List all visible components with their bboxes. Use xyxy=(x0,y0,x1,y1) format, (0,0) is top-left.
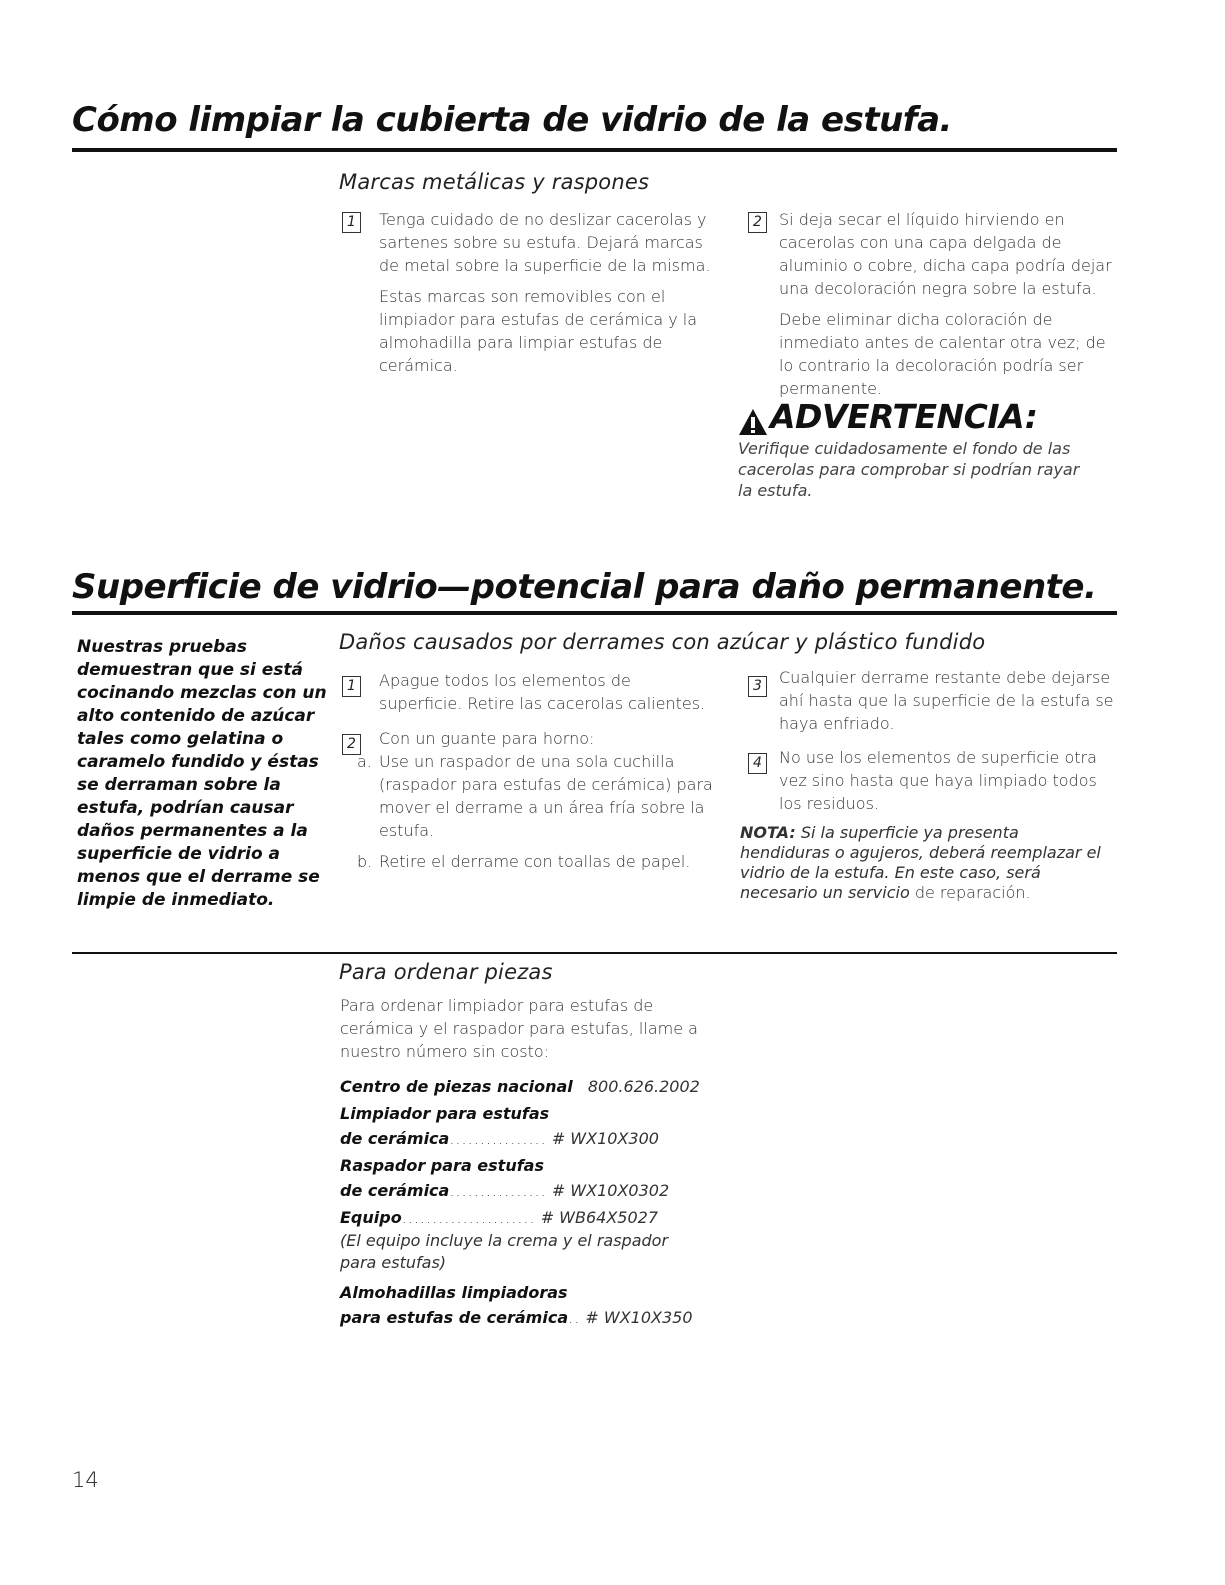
parts-number: # WX10X0302 xyxy=(551,1181,670,1200)
section2-rule xyxy=(72,611,1117,615)
warning-box xyxy=(738,397,1108,501)
substep-label: a. xyxy=(357,752,372,771)
parts-item xyxy=(340,1153,720,1203)
parts-center-phone: 800.626.2002 xyxy=(587,1077,700,1096)
step-text: Tenga cuidado de no deslizar cacerolas y sartenes sobre su estufa. Dejará marcas de metal sobre la superficie de la misma. xyxy=(379,210,711,275)
step-text: No use los elementos de superficie otra vez sino hasta que haya limpiado todos los residuos. xyxy=(779,748,1097,813)
parts-item xyxy=(340,1101,720,1151)
step-number-badge: 2 xyxy=(342,734,361,755)
nota-text: Si la superficie ya presenta hendiduras o agujeros, deberá reemplazar el vidrio de la estufa. En este caso, será necesario un servicio xyxy=(740,823,1101,902)
step-number-badge: 4 xyxy=(748,753,767,774)
section1-step-1 xyxy=(341,208,713,385)
step-text: Con un guante para horno: xyxy=(379,729,595,748)
parts-item-name: Equipo xyxy=(340,1208,402,1227)
section2-subtitle: Daños causados por derrames con azúcar y plástico fundido xyxy=(339,630,986,654)
section3-subtitle: Para ordenar piezas xyxy=(339,960,553,984)
warning-text: Verifique cuidadosamente el fondo de las cacerolas para comprobar si podrían rayar la estufa. xyxy=(738,439,1080,500)
leader-dots: ...................... xyxy=(401,1208,536,1227)
parts-item-name: para estufas de cerámica xyxy=(340,1308,569,1327)
parts-number: # WX10X350 xyxy=(585,1308,693,1327)
parts-number: # WB64X5027 xyxy=(540,1208,659,1227)
step-text: Debe eliminar dicha coloración de inmediato antes de calentar otra vez; de lo contrario la decoloración podría ser permanente. xyxy=(779,310,1106,398)
parts-center-label: Centro de piezas nacional xyxy=(340,1077,573,1096)
section2-step-3 xyxy=(741,666,1117,743)
parts-item-name: Almohadillas limpiadoras xyxy=(340,1283,568,1302)
step-number-badge: 3 xyxy=(748,676,767,697)
warning-triangle-icon xyxy=(738,408,768,436)
nota-block xyxy=(740,823,1110,903)
parts-intro: Para ordenar limpiador para estufas de cerámica y el raspador para estufas, llame a nuestro número sin costo: xyxy=(340,996,698,1061)
parts-item-name: Limpiador para estufas xyxy=(340,1104,550,1123)
section2-step-1 xyxy=(341,669,716,723)
section1-subtitle: Marcas metálicas y raspones xyxy=(339,170,650,194)
substep-text: Use un raspador de una sola cuchilla (raspador para estufas de cerámica) para mover el derrame a un área fría sobre la estufa. xyxy=(379,752,713,840)
section2-step-2 xyxy=(341,727,716,881)
step-text: Cualquier derrame restante debe dejarse ahí hasta que la superficie de la estufa se haya enfriado. xyxy=(779,668,1114,733)
step-number-badge: 1 xyxy=(342,676,361,697)
parts-number: # WX10X300 xyxy=(551,1129,659,1148)
step-number-badge: 1 xyxy=(342,212,361,233)
parts-item-name: Raspador para estufas xyxy=(340,1156,544,1175)
section2-title: Superficie de vidrio—potencial para daño permanente. xyxy=(72,567,1097,607)
substep-a xyxy=(357,750,716,842)
section2-step-4 xyxy=(741,746,1117,823)
warning-title: ADVERTENCIA: xyxy=(770,397,1038,436)
leader-dots: ................ xyxy=(449,1181,547,1200)
section3-rule xyxy=(72,952,1117,954)
nota-tail: de reparación. xyxy=(914,883,1031,902)
section1-title: Cómo limpiar la cubierta de vidrio de la estufa. xyxy=(72,100,952,140)
section1-rule xyxy=(72,148,1117,152)
step-number-badge: 2 xyxy=(748,212,767,233)
kit-note: (El equipo incluye la crema y el raspador para estufas) xyxy=(340,1231,669,1272)
step-text: Si deja secar el líquido hirviendo en cacerolas con una capa delgada de aluminio o cobre, dicha capa podría dejar una decoloración negra sobre la estufa. xyxy=(779,210,1112,298)
parts-item-name: de cerámica xyxy=(340,1129,450,1148)
parts-center-row xyxy=(340,1074,720,1099)
leader-dots: .. xyxy=(568,1308,581,1327)
substep-text: Retire el derrame con toallas de papel. xyxy=(379,852,691,871)
substep-label: b. xyxy=(357,852,373,871)
parts-item xyxy=(340,1280,720,1330)
substep-b xyxy=(357,850,716,873)
leader-dots: ................ xyxy=(449,1129,547,1148)
step-text: Apague todos los elementos de superficie. Retire las cacerolas calientes. xyxy=(379,671,706,713)
page-number: 14 xyxy=(72,1468,99,1492)
parts-item xyxy=(340,1205,720,1274)
parts-list xyxy=(340,1074,720,1330)
section1-step-2 xyxy=(741,208,1117,408)
side-note: Nuestras pruebas demuestran que si está cocinando mezclas con un alto contenido de azúcar tales como gelatina o caramelo fundido y éstas se derraman sobre la estufa, podrían causar daños permanentes a la superficie de vidrio a menos que el derrame se limpie de inmediato. xyxy=(77,637,327,910)
parts-item-name: de cerámica xyxy=(340,1181,450,1200)
nota-label: NOTA: xyxy=(740,823,796,842)
step-text: Estas marcas son removibles con el limpiador para estufas de cerámica y la almohadilla para limpiar estufas de cerámica. xyxy=(379,287,698,375)
